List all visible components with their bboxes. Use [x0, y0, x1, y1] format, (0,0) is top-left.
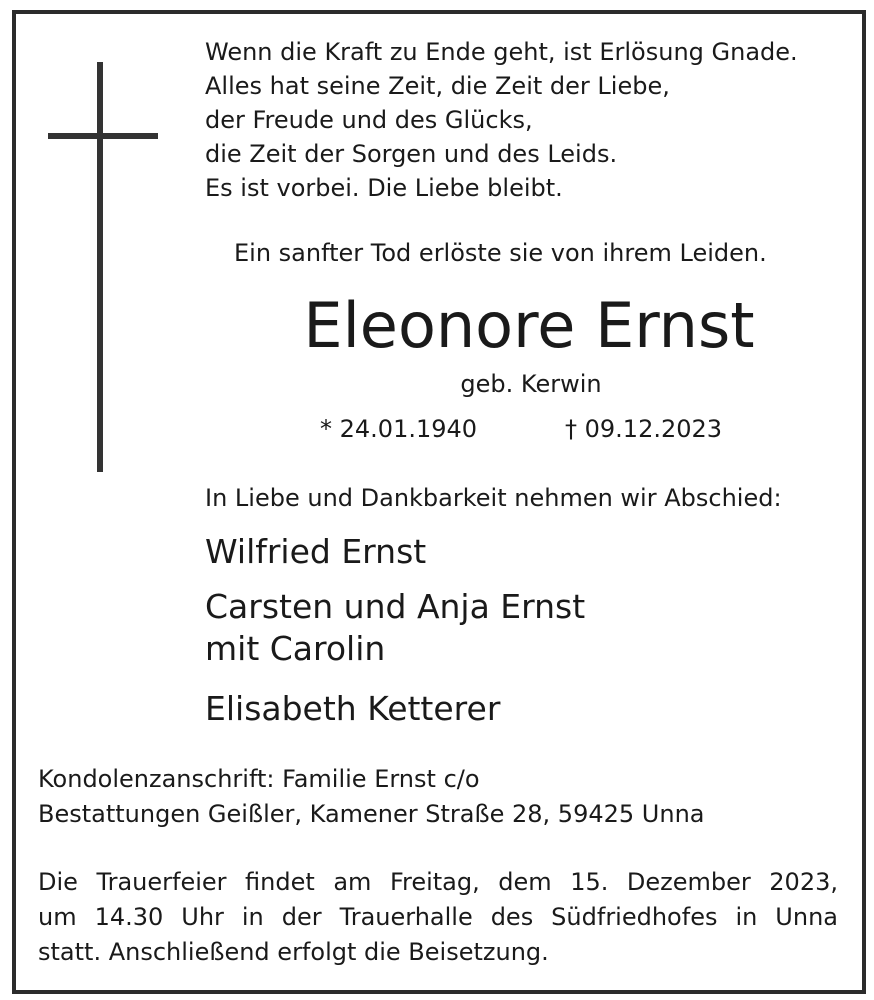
condolence-line: Bestattungen Geißler, Kamener Straße 28, 59425 Unna — [38, 800, 705, 828]
cross-horizontal-bar — [48, 133, 158, 139]
condolence-address — [38, 762, 704, 832]
mourner-name: Wilfried Ernst — [205, 532, 427, 571]
mourner-name: mit Carolin — [205, 629, 386, 668]
intro-text: Ein sanfter Tod erlöste sie von ihrem Leiden. — [234, 239, 767, 267]
ceremony-info — [38, 865, 838, 970]
birth-date: * 24.01.1940 — [320, 415, 478, 443]
ceremony-line: Die Trauerfeier findet am Freitag, dem 15. Dezember 2023, — [38, 868, 838, 896]
ceremony-line: statt. Anschließend erfolgt die Beisetzung. — [38, 938, 549, 966]
poem-line: Wenn die Kraft zu Ende geht, ist Erlösung Gnade. — [205, 38, 798, 66]
poem — [205, 35, 798, 205]
ceremony-line: um 14.30 Uhr in der Trauerhalle des Südfriedhofes in Unna — [38, 903, 838, 931]
death-date: † 09.12.2023 — [565, 415, 723, 443]
mourner-name: Elisabeth Ketterer — [205, 689, 501, 728]
farewell-text: In Liebe und Dankbarkeit nehmen wir Abschied: — [205, 484, 782, 512]
poem-line: Es ist vorbei. Die Liebe bleibt. — [205, 174, 563, 202]
condolence-line: Kondolenzanschrift: Familie Ernst c/o — [38, 765, 480, 793]
mourner-name: Carsten und Anja Ernst — [205, 587, 586, 626]
poem-line: der Freude und des Glücks, — [205, 106, 533, 134]
poem-line: die Zeit der Sorgen und des Leids. — [205, 140, 618, 168]
maiden-name: geb. Kerwin — [460, 370, 602, 398]
deceased-name: Eleonore Ernst — [303, 289, 755, 362]
cross-vertical-bar — [97, 62, 103, 472]
poem-line: Alles hat seine Zeit, die Zeit der Liebe, — [205, 72, 670, 100]
